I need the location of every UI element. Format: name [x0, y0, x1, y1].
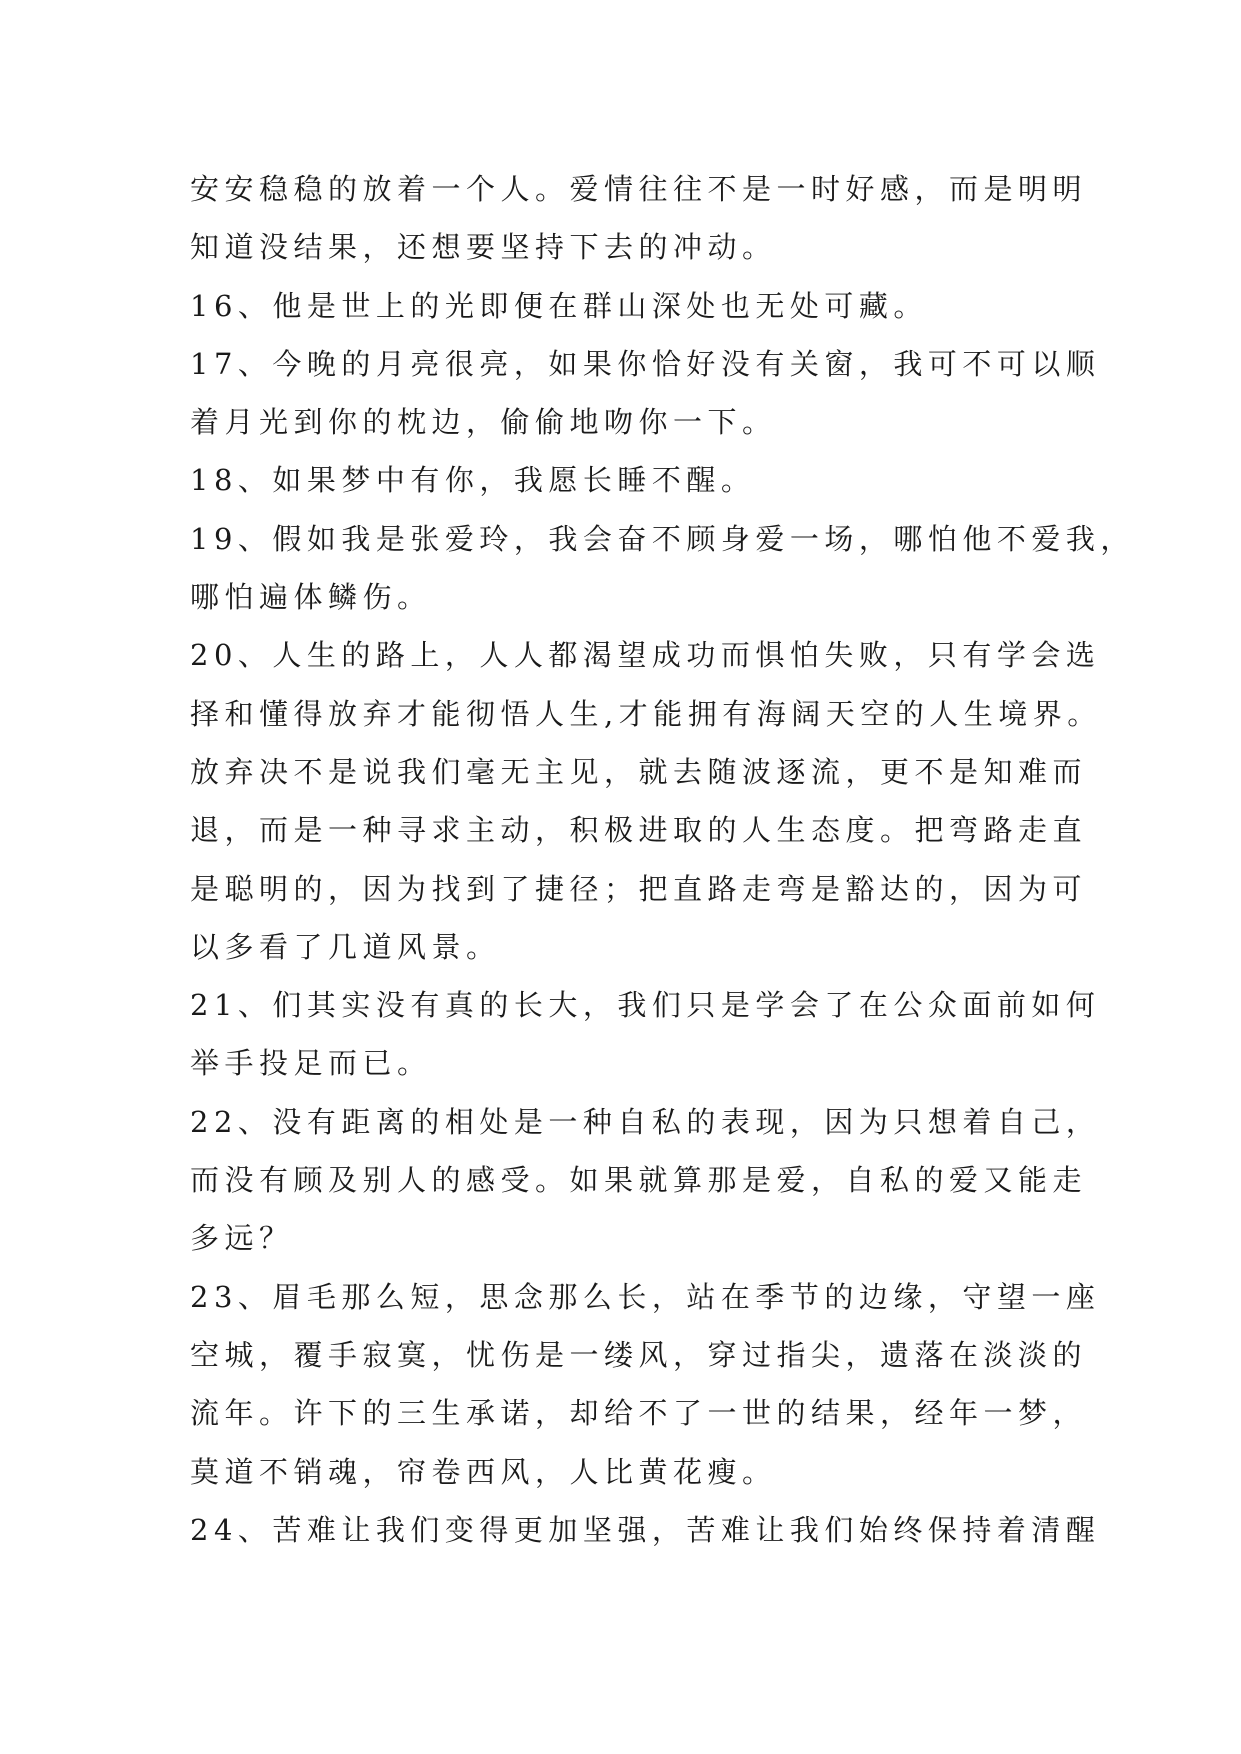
text-line: 24、苦难让我们变得更加坚强，苦难让我们始终保持着清醒	[190, 1512, 1101, 1547]
text-line: 安安稳稳的放着一个人。爱情往往不是一时好感，而是明明	[190, 172, 1088, 206]
text-line: 22、没有距离的相处是一种自私的表现，因为只想着自己，	[190, 1104, 1101, 1139]
text-line: 20、人生的路上，人人都渴望成功而惧怕失败，只有学会选	[190, 638, 1101, 673]
text-line: 知道没结果，还想要坚持下去的冲动。	[190, 230, 777, 265]
text-line: 着月光到你的枕边，偷偷地吻你一下。	[190, 405, 777, 440]
text-line: 而没有顾及别人的感受。如果就算那是爱，自私的爱又能走	[190, 1163, 1088, 1198]
text-line: 择和懂得放弃才能彻悟人生,才能拥有海阔天空的人生境界。	[190, 696, 1102, 731]
text-line: 16、他是世上的光即便在群山深处也无处可藏。	[190, 288, 928, 323]
text-line: 放弃决不是说我们毫无主见，就去随波逐流，更不是知难而	[190, 754, 1088, 789]
text-line: 退，而是一种寻求主动，积极进取的人生态度。把弯路走直	[190, 813, 1088, 848]
text-line: 哪怕遍体鳞伤。	[190, 580, 432, 615]
text-line: 举手投足而已。	[190, 1046, 432, 1081]
text-line: 流年。许下的三生承诺，却给不了一世的结果，经年一梦，	[190, 1396, 1088, 1431]
text-line: 以多看了几道风景。	[190, 929, 501, 964]
text-line: 空城，覆手寂寞，忧伤是一缕风，穿过指尖，遗落在淡淡的	[190, 1337, 1088, 1372]
text-line: 23、眉毛那么短，思念那么长，站在季节的边缘，守望一座	[190, 1279, 1101, 1314]
text-line: 18、如果梦中有你，我愿长睡不醒。	[190, 463, 756, 498]
body-text	[190, 160, 1135, 1559]
text-line: 17、今晚的月亮很亮，如果你恰好没有关窗，我可不可以顺	[190, 346, 1101, 381]
text-line: 多远？	[190, 1221, 294, 1256]
text-line: 19、假如我是张爱玲，我会奋不顾身爱一场，哪怕他不爱我，	[190, 521, 1135, 556]
text-line: 莫道不销魂，帘卷西风，人比黄花瘦。	[190, 1454, 777, 1489]
text-line: 是聪明的，因为找到了捷径；把直路走弯是豁达的，因为可	[190, 871, 1088, 906]
text-line: 21、们其实没有真的长大，我们只是学会了在公众面前如何	[190, 988, 1101, 1023]
